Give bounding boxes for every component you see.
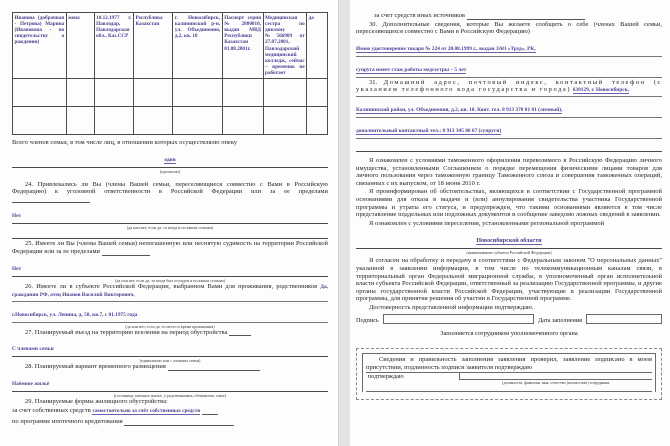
cell-mark <box>307 79 328 107</box>
total-family-hint: (прописью) <box>159 168 181 174</box>
cell-address: г. Новосибирск, калининский р-н, ул. Объединения, д.2, кв. 10 <box>173 13 222 79</box>
cell-mark <box>307 107 328 135</box>
answer-25: Нет <box>12 265 22 272</box>
question-26 <box>12 283 328 300</box>
cell-relation <box>66 79 94 107</box>
divider <box>12 322 328 323</box>
official-use-text: Сведения и правильность заполнения заявления проверил, заявление подписано в моем присутствии, подлинность подписи заявителя подтверждаю <box>366 356 652 372</box>
answer-blank-29a <box>202 408 218 415</box>
question-29-number: 29. <box>25 397 34 405</box>
cell-address <box>173 79 222 107</box>
divider <box>356 77 662 78</box>
hint-24: (да или нет, если да, то когда и по каким статьям) <box>126 225 214 231</box>
question-27-text: Планируемый въезд на территорию вселения на период обустройства <box>34 328 228 336</box>
signature-row <box>356 314 662 324</box>
hint-25: (да или нет, если да, то когда был осужден и по каким статьям) <box>115 277 225 283</box>
region-value: Новосибирской области <box>476 238 542 245</box>
total-family-members-text: Всего членов семьи, в том числе лиц, в отношении которых осуществлялю опеку <box>12 139 238 147</box>
answer-29-sub1: самостоятельно за счёт собственных средств <box>92 407 201 414</box>
region-hint: (наименование субъекта Российской Федерации) <box>466 250 552 256</box>
answer-30-line1: Имею удостоверение токаря № 224 от 20.08.1999 г., выдан ЗАО «Труд», РК, <box>356 45 536 52</box>
answer-27: С членами семьи <box>12 346 54 353</box>
question-29-sub3-label: за счет средств иных источников <box>374 12 465 19</box>
family-table-body <box>13 13 328 135</box>
family-members-table <box>12 12 328 135</box>
question-29-sub1-label: за счет собственных средств <box>12 406 91 414</box>
question-24-text: Привлекались ли Вы (члены Вашей семьи, переселяющиеся совместно с Вами в Российскую Федерацию) к уголовной ответственности в Российской Федерации или за ее пределами <box>12 180 328 196</box>
cell-birth <box>94 107 133 135</box>
total-family-members-value: один <box>164 156 176 163</box>
cell-mark: да <box>307 13 328 79</box>
answer-blank-28 <box>168 364 260 371</box>
question-30 <box>356 21 662 36</box>
official-use-block <box>356 348 662 399</box>
official-name-field[interactable] <box>460 373 652 380</box>
question-31-text: Домашний адрес, почтовый индекс, контактный телефон (с указанием телефонного кода государства и города) <box>356 78 662 94</box>
official-use-inner <box>362 353 656 391</box>
answer-blank-29c <box>467 13 585 20</box>
answer-blank-27 <box>229 329 251 336</box>
question-25-text: Имеете ли Вы (члены Вашей семьи) непогашенную или неснятую судимость на территории Российской Федерации или за ее пределами <box>12 240 328 255</box>
question-28-number: 28. <box>25 363 34 371</box>
cell-birth: 10.12.1977 г. Павлодар, Павлодарская обл., Каз.ССР <box>94 13 133 79</box>
divider <box>356 138 662 139</box>
question-24 <box>12 181 328 204</box>
answer-31-line2: Калининский район, ул. Объединения, д.2, кв. 10. Конт. тел. 8 913 370 01 01 (личный), <box>356 106 563 113</box>
cell-document <box>222 79 263 107</box>
cell-document: Паспорт серия №2800010, выдан МВД Республики Казахстан 01.08.2001г. <box>222 13 263 79</box>
divider <box>12 223 328 224</box>
question-29-sub3 <box>356 12 662 20</box>
official-extra-field[interactable] <box>366 385 652 392</box>
question-26-text: Имеете ли в субъекте Российской Федерации, выбранном Вами для проживания, родственников <box>36 282 318 290</box>
signature-label: Подпись <box>356 317 379 325</box>
confirmation-text: Достоверность представленной информации подтверждаю. <box>369 303 534 311</box>
cell-relation: жена <box>66 13 94 79</box>
scanned-page-right <box>350 0 670 446</box>
cell-relation <box>66 107 94 135</box>
question-30-text: Дополнительные сведения, которые Вы желаете сообщить о себе (членах Вашей семьи, переселяющихся совместно с Вами в Российскую Федерацию) <box>356 20 663 36</box>
cell-fio <box>13 79 67 107</box>
question-24-number: 24. <box>25 180 34 188</box>
answer-26-line1: Да, гражданин РФ, отец Иванов Василий Викторович, <box>12 283 328 299</box>
question-25 <box>12 240 328 255</box>
divider <box>12 356 328 357</box>
question-31 <box>356 79 662 95</box>
question-31-number: 31. <box>369 78 378 86</box>
cell-fio <box>13 107 67 135</box>
official-section-title: Заполняется сотрудником уполномоченного органа <box>440 330 578 338</box>
answer-30-line2: супруга имеет стаж работы медсестры – 5 лет <box>356 66 467 73</box>
divider <box>356 56 662 57</box>
divider <box>12 238 328 239</box>
official-confirm-word: подтверждаю <box>366 373 460 380</box>
answer-blank-25 <box>102 249 150 256</box>
divider <box>356 151 662 152</box>
cell-address <box>173 107 222 135</box>
cell-document <box>222 107 263 135</box>
answer-26-line2: г.Новосибирск, ул. Ленина, д. 50, кв.7, с 01.1975 года <box>12 311 138 318</box>
divider <box>356 248 662 249</box>
question-29-sub2-label: по программе ипотечного кредитования <box>12 418 123 426</box>
cell-occupation <box>263 79 307 107</box>
answer-blank-24 <box>12 196 90 203</box>
question-29 <box>12 398 328 406</box>
divider <box>12 391 328 392</box>
cell-citizenship <box>133 107 172 135</box>
question-29-sub2 <box>12 418 328 426</box>
cell-citizenship <box>133 79 172 107</box>
declaration-regional: Я ознакомлен с условиями переселения, установленными региональной программой <box>369 219 605 227</box>
answer-31-line3: дополнительный контактный тел.: 8 913 345 86 67 (супруги) <box>356 127 502 134</box>
question-29-sub1 <box>12 407 328 416</box>
question-25-number: 25. <box>25 240 34 248</box>
official-signature-row <box>366 372 652 380</box>
question-28-text: Планируемый вариант временного размещения <box>34 363 166 371</box>
declaration-informed: Я проинформирован об обстоятельствах, являющихся в соответствии с Государственной программой основаниями для отказа в выдаче и (или) аннулирования свидетельства участника Государственной программы и утраты его статуса, и предупрежден, что такими основаниями являются в том числе представление поддельных или подложных документов и сообщение заведомо ложных сведений в заявлении. <box>356 188 662 219</box>
answer-blank-29b <box>124 419 234 426</box>
answer-28: Наёмное жильё <box>12 380 50 387</box>
question-30-number: 30. <box>369 20 378 28</box>
question-27-number: 27. <box>25 328 34 336</box>
declaration-personal-data: Я согласен на обработку и передачу в соответствии с Федеральным законом "О персональных данных" указанной в заявлении информации, в том числе по телекоммуникационным каналам связи, в территориальный орган Федеральной миграционной службы, в уполномоченный орган исполнительной власти субъекта Российской Федерации, ответственный за реализацию Государственной программы, и другие органы государственной власти Российской Федерации, участвующие в реализации Государственной программы, для принятия решения об участии в Государственной программе. <box>356 257 662 303</box>
cell-occupation <box>263 107 307 135</box>
question-29-text: Планируемые формы жилищного обустройства: <box>34 397 168 405</box>
cell-birth <box>94 79 133 107</box>
divider <box>12 167 328 168</box>
question-26-number: 26. <box>25 282 34 290</box>
hint-26: (да или нет, если да, то место и время проживания) <box>125 323 215 329</box>
answer-24: Нет <box>12 213 22 220</box>
answer-31-line1: 630129, г. Новосибирск, <box>572 87 630 94</box>
official-hint: (должность, фамилия, имя, отчество (полностью) сотрудника, <box>502 379 611 385</box>
cell-fio: Иванова (добрачная - Петрова) Марина (Иванована - по свидетельству о рождении) <box>13 13 67 79</box>
question-27 <box>12 329 328 337</box>
table-row <box>13 13 328 79</box>
table-row <box>13 107 328 135</box>
divider <box>12 301 328 302</box>
cell-citizenship: Республика Казахстан <box>133 13 172 79</box>
divider <box>12 276 328 277</box>
hint-27: (единолично или с членами семьи) <box>139 358 201 364</box>
date-label: Дата заполнения <box>538 317 582 325</box>
divider <box>356 96 662 97</box>
declaration-customs: Я ознакомлен с условиями таможенного оформления перевозимого в Российскую Федерацию личного имущества, установленными Соглашением о порядке перемещения физическими лицами товаров для личного пользования через таможенную границу Таможенного союза и совершения таможенных операций, связанных с их выпуском, от 18 июня 2010 г. <box>356 156 662 187</box>
cell-occupation: Медицинская сестра по диплому №566909 от 27.07.2001, Павлодарский медицинский колледж, сейчас – временно не работает <box>263 13 307 79</box>
question-28 <box>12 363 328 371</box>
table-row <box>13 79 328 107</box>
signature-field[interactable] <box>383 314 534 324</box>
date-field[interactable] <box>586 314 662 324</box>
divider <box>356 117 662 118</box>
hint-28: (гостиница, наемное жилье, у родственников, общежитие, иное) <box>113 392 227 398</box>
